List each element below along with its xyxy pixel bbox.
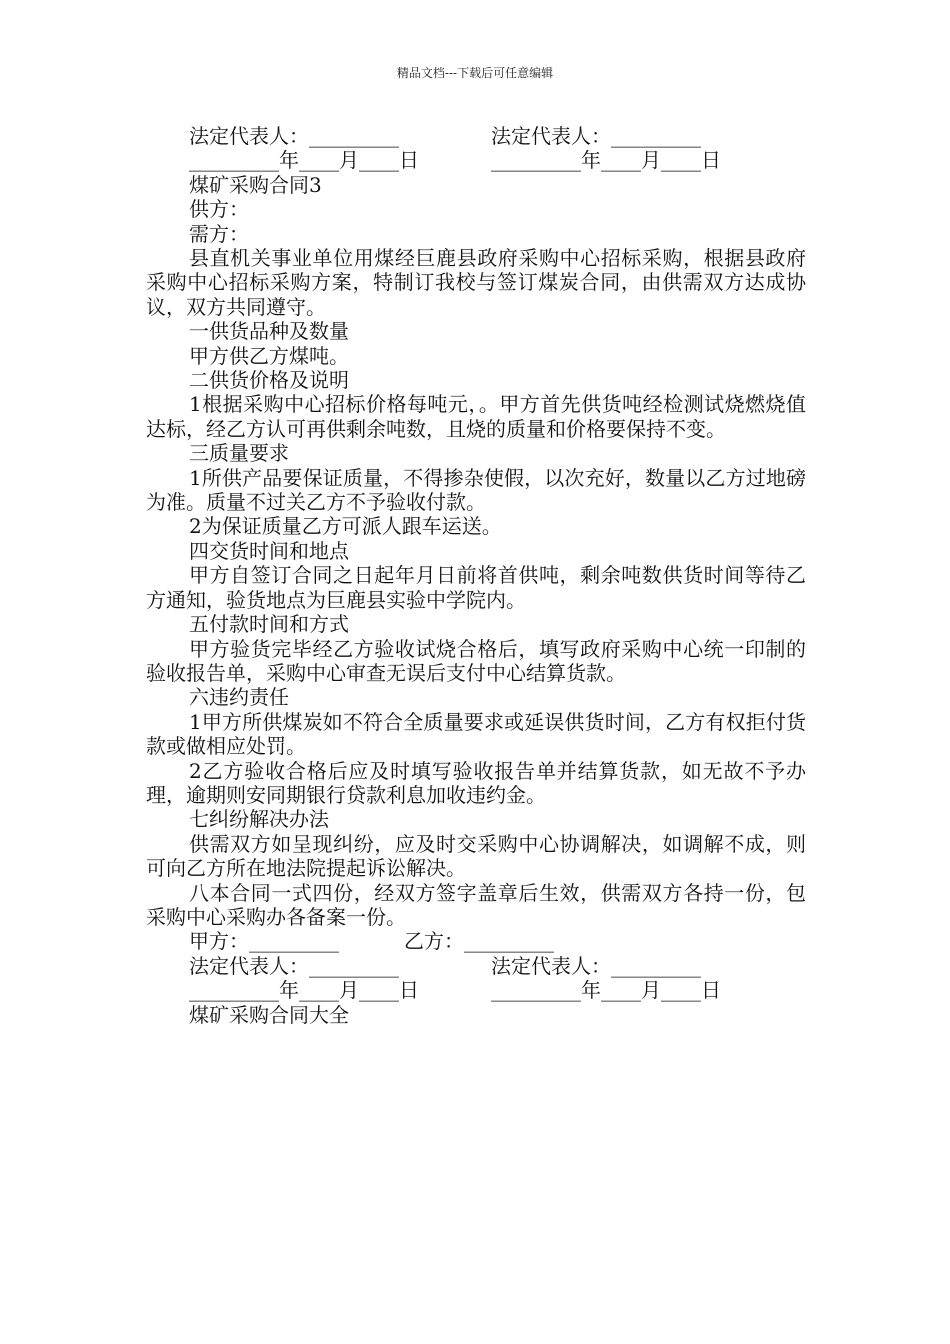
section-2-title: 二供货价格及说明	[189, 368, 349, 393]
document-body	[146, 124, 806, 1027]
date-left: _________年____月____日	[189, 148, 419, 173]
section-3-title: 三质量要求	[189, 441, 289, 466]
signature-dates-top	[146, 148, 806, 172]
contract-title: 煤矿采购合同3	[189, 172, 322, 197]
legal-rep-left: 法定代表人：_________	[189, 953, 399, 978]
supplier-line: 供方：	[189, 197, 249, 222]
section-5-text: 甲方验货完毕经乙方验收试烧合格后，填写政府采购中心统一印制的验收报告单，采购中心审查无误后支付中心结算货款。	[146, 636, 806, 685]
legal-rep-right: 法定代表人：_________	[491, 953, 701, 978]
signature-parties	[146, 929, 806, 953]
intro-paragraph: 县直机关事业单位用煤经巨鹿县政府采购中心招标采购，根据县政府采购中心招标采购方案，特制订我校与签订煤炭合同，由供需双方达成协议，双方共同遵守。	[146, 246, 806, 319]
section-4-text: 甲方自签订合同之日起年月日前将首供吨，剩余吨数供货时间等待乙方通知，验货地点为巨鹿县实验中学院内。	[146, 563, 806, 612]
party-b: 乙方：_________	[404, 929, 554, 954]
section-1-title: 一供货品种及数量	[189, 319, 349, 344]
buyer-line: 需方：	[189, 221, 249, 246]
signature-dates-bottom	[146, 978, 806, 1002]
section-6-text-2: 2乙方验收合格后应及时填写验收报告单并结算货款，如无故不予办理，逾期则安同期银行贷款利息加收违约金。	[146, 758, 806, 807]
date-right: _________年____月____日	[491, 148, 721, 173]
legal-rep-right: 法定代表人：_________	[491, 124, 701, 148]
party-a: 甲方：_________	[189, 929, 339, 954]
section-8-text: 八本合同一式四份，经双方签字盖章后生效，供需双方各持一份，包采购中心采购办各备案一份。	[146, 880, 806, 929]
section-3-text-1: 1所供产品要保证质量，不得掺杂使假，以次充好，数量以乙方过地磅为准。质量不过关乙方不予验收付款。	[146, 465, 806, 515]
section-2-text: 1根据采购中心招标价格每吨元，。甲方首先供货吨经检测试烧燃烧值达标，经乙方认可再供剩余吨数，且烧的质量和价格要保持不变。	[146, 392, 806, 441]
section-1-text: 甲方供乙方煤吨。	[189, 343, 349, 368]
section-6-title: 六违约责任	[189, 685, 289, 710]
footer-title: 煤矿采购合同大全	[189, 1002, 349, 1027]
section-6-text-1: 1甲方所供煤炭如不符合全质量要求或延误供货时间，乙方有权拒付货款或做相应处罚。	[146, 709, 806, 759]
date-left: _________年____月____日	[189, 978, 419, 1003]
page-header: 精品文档---下载后可任意编辑	[396, 66, 554, 80]
signature-representatives-top	[146, 124, 806, 148]
section-7-title: 七纠纷解决办法	[189, 807, 329, 832]
section-4-title: 四交货时间和地点	[189, 538, 349, 563]
section-7-text: 供需双方如呈现纠纷，应及时交采购中心协调解决，如调解不成，则可向乙方所在地法院提起诉讼解决。	[146, 831, 806, 881]
signature-representatives-bottom	[146, 954, 806, 978]
date-right: _________年____月____日	[491, 978, 721, 1003]
legal-rep-left: 法定代表人：_________	[189, 124, 399, 148]
section-5-title: 五付款时间和方式	[189, 612, 349, 637]
section-3-text-2: 2为保证质量乙方可派人跟车运送。	[189, 514, 502, 539]
